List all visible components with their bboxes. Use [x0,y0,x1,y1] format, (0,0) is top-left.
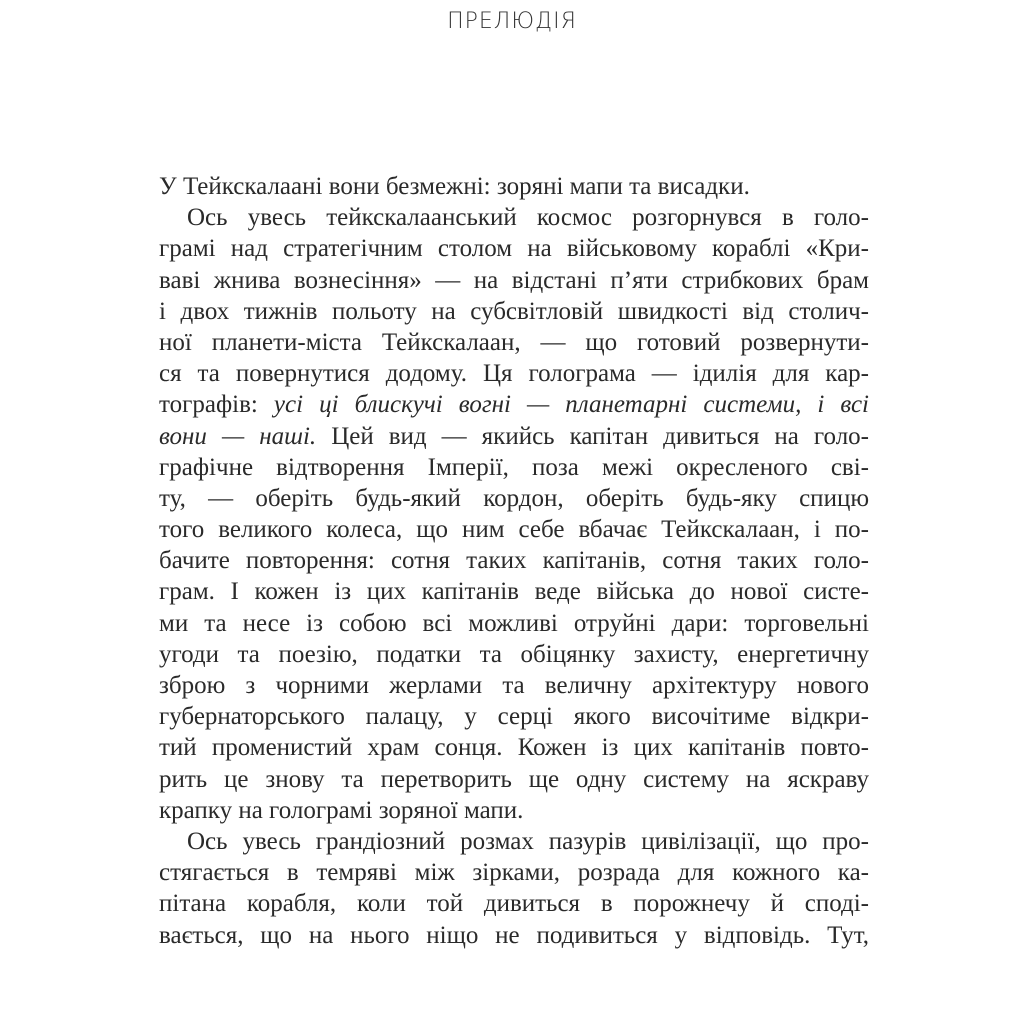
paragraph-2-line-mixed [159,389,869,420]
italic-text: усі ці блискучі вогні — планетарні системи, і всі [273,391,869,419]
plain-text: Цей вид — якийсь капітан дивиться на голо- [316,422,870,450]
paragraph-2-line: ної планети-міста Тейкскалаан, — що готовий розвернути- [159,328,869,356]
paragraph-2-line: губернаторського палацу, у серці якого височітиме відкри- [159,703,869,731]
paragraph-2-line: бачите повторення: сотня таких капітанів, сотня таких голо- [159,547,869,575]
plain-text: тографів: [159,391,274,419]
running-head-title: ПРЕЛЮДІЯ [447,9,577,34]
paragraph-2-line: угоди та поезію, податки та обіцянку захисту, енергетичну [159,640,869,668]
paragraph-2-line: крапку на голограмі зоряної мапи. [159,796,524,824]
paragraph-3-line: Ось увесь грандіозний розмах пазурів цивілізації, що про- [187,827,869,855]
paragraph-2-line-mixed [159,421,869,452]
paragraph-2-line: ваві жнива вознесіння» — на відстані п’яти стрибкових брам [159,266,869,294]
paragraph-2-line: того великого колеса, що ним себе вбачає Тейкскалаан, і по- [159,516,869,544]
paragraph-3-line: пітана корабля, коли той дивиться в порожнечу й сподi- [159,890,869,918]
italic-text: вони — наші. [159,422,317,450]
paragraph-2-line: рить це знову та перетворить ще одну систему на яскраву [159,765,869,793]
paragraph-2-line: грамі над стратегічним столом на військовому кораблі «Кри- [159,235,869,263]
paragraph-2-line: тий променистий храм сонця. Кожен із цих капітанів повто- [159,734,869,762]
paragraph-1-line: У Тейкскалаані вони безмежні: зоряні мапи та висадки. [159,173,750,200]
paragraph-3-line: стягається в темряві між зірками, розрада для кожного ка- [159,859,869,887]
paragraph-2-line: ту, — оберіть будь-який кордон, оберіть будь-яку спицю [159,484,869,512]
paragraph-2-line: графічне відтворення Імперії, поза межі окресленого сві- [159,453,869,481]
body-text [159,171,869,951]
paragraph-2-line: ми та несе із собою всі можливі отруйні дари: торговельні [159,609,869,637]
paragraph-2-line: грам. І кожен із цих капітанів веде війська до нової систе- [159,578,869,606]
paragraph-2-line: і двох тижнів польоту на субсвітловій швидкості від столич- [159,297,869,325]
paragraph-2-line: ся та повернутися додому. Ця голограма — ідилія для кар- [159,360,869,388]
paragraph-2-line: Ось увесь тейкскалаанський космос розгорнувся в голо- [187,204,869,232]
paragraph-2-line: зброю з чорними жерлами та величну архітектуру нового [159,672,869,699]
paragraph-3-line: вається, що на нього ніщо не подивиться у відповідь. Тут, [159,921,869,949]
